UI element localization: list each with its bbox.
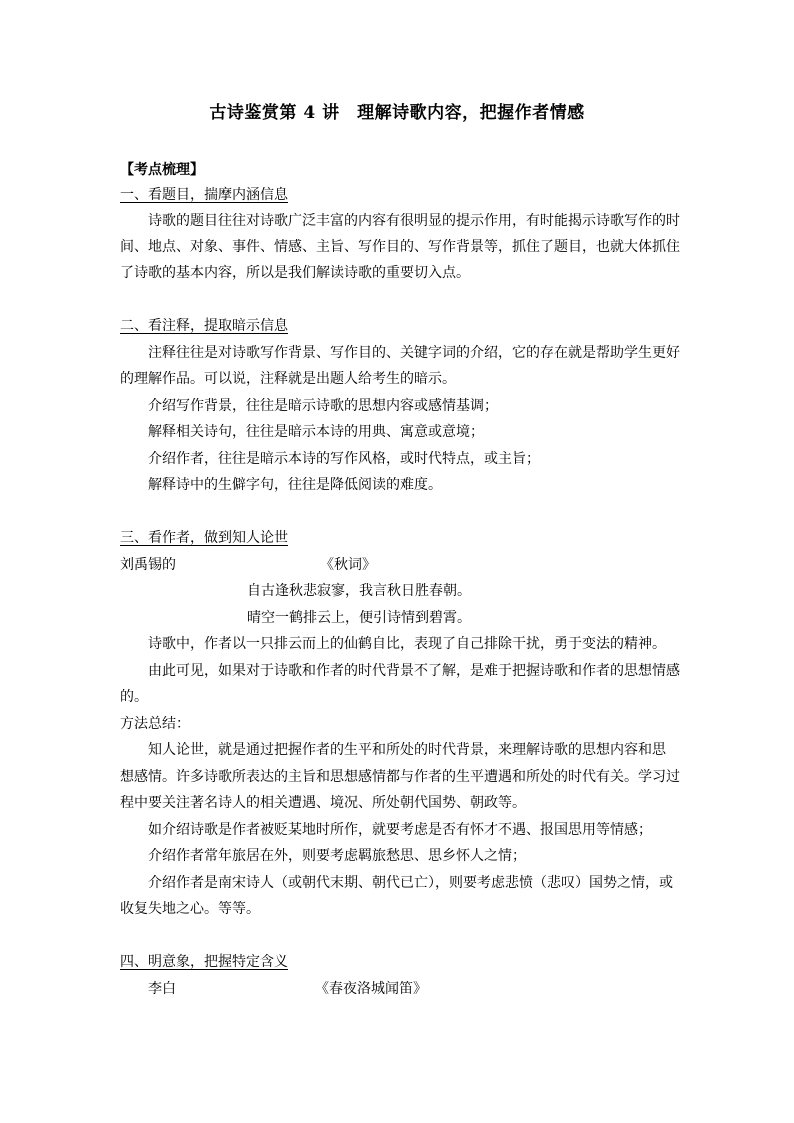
s3-paragraph-line: 收复失地之心。等等。: [120, 901, 260, 917]
s2-list-item: 介绍写作背景，往往是暗示诗歌的思想内容或感情基调；: [148, 398, 498, 414]
method-summary-label: 方法总结：: [120, 716, 190, 732]
s3-paragraph-line: 介绍作者常年旅居在外，则要考虑羁旅愁思、思乡怀人之情；: [148, 848, 526, 864]
s3-paragraph-line: 知人论世，就是通过把握作者的生平和所处的时代背景，来理解诗歌的思想内容和思: [148, 742, 666, 758]
s1-paragraph-line: 间、地点、对象、事件、情感、主旨、写作目的、写作背景等，抓住了题目，也就大体抓住: [120, 239, 680, 255]
s3-paragraph-line: 介绍作者是南宋诗人（或朝代末期、朝代已亡），则要考虑悲愤（悲叹）国势之情，或: [148, 875, 673, 891]
s2-paragraph-line: 的理解作品。可以说，注释就是出题人给考生的暗示。: [120, 371, 456, 387]
s3-paragraph-line: 程中要关注著名诗人的相关遭遇、境况、所处朝代国势、朝政等。: [120, 795, 526, 811]
s3-paragraph-line: 诗歌中，作者以一只排云而上的仙鹤自比，表现了自己排除干扰，勇于变法的精神。: [148, 636, 666, 652]
section-label: 【考点梳理】: [120, 162, 204, 178]
s1-paragraph-line: 诗歌的题目往往对诗歌广泛丰富的内容有很明显的提示作用，有时能揭示诗歌写作的时: [148, 213, 680, 229]
section-4-heading: 四、明意象，把握特定含义: [120, 954, 288, 970]
s3-paragraph-line: 想感情。许多诗歌所表达的主旨和思想感情都与作者的生平遭遇和所处的时代有关。学习过: [120, 769, 680, 785]
page-title: 古诗鉴赏第 4 讲 理解诗歌内容，把握作者情感: [209, 103, 585, 123]
s2-list-item: 解释诗中的生僻字句，往往是降低阅读的难度。: [148, 477, 442, 493]
s3-paragraph-line: 的。: [120, 689, 148, 705]
poem-title: 《春夜洛城闻笛》: [315, 981, 427, 997]
s2-list-item: 解释相关诗句，往往是暗示本诗的用典、寓意或意境；: [148, 424, 484, 440]
poem-line: 晴空一鹤排云上，便引诗情到碧霄。: [247, 610, 471, 626]
section-1-heading: 一、看题目，揣摩内涵信息: [120, 187, 288, 203]
section-2-heading: 二、看注释，提取暗示信息: [120, 318, 288, 334]
s3-paragraph-line: 如介绍诗歌是作者被贬某地时所作，就要考虑是否有怀才不遇、报国思用等情感；: [148, 822, 652, 838]
s2-list-item: 介绍作者，往往是暗示本诗的写作风格，或时代特点，或主旨；: [148, 451, 540, 467]
poem-author: 刘禹锡的: [120, 557, 176, 573]
s1-paragraph-line: 了诗歌的基本内容，所以是我们解读诗歌的重要切入点。: [120, 265, 470, 281]
poem-title: 《秋词》: [320, 557, 376, 573]
s3-paragraph-line: 由此可见，如果对于诗歌和作者的时代背景不了解，是难于把握诗歌和作者的思想情感: [148, 663, 680, 679]
s2-paragraph-line: 注释往往是对诗歌写作背景、写作目的、关键字词的介绍，它的存在就是帮助学生更好: [148, 345, 680, 361]
poem-author: 李白: [148, 981, 176, 997]
section-3-heading: 三、看作者，做到知人论世: [120, 530, 288, 546]
poem-line: 自古逢秋悲寂寥，我言秋日胜春朝。: [247, 583, 471, 599]
